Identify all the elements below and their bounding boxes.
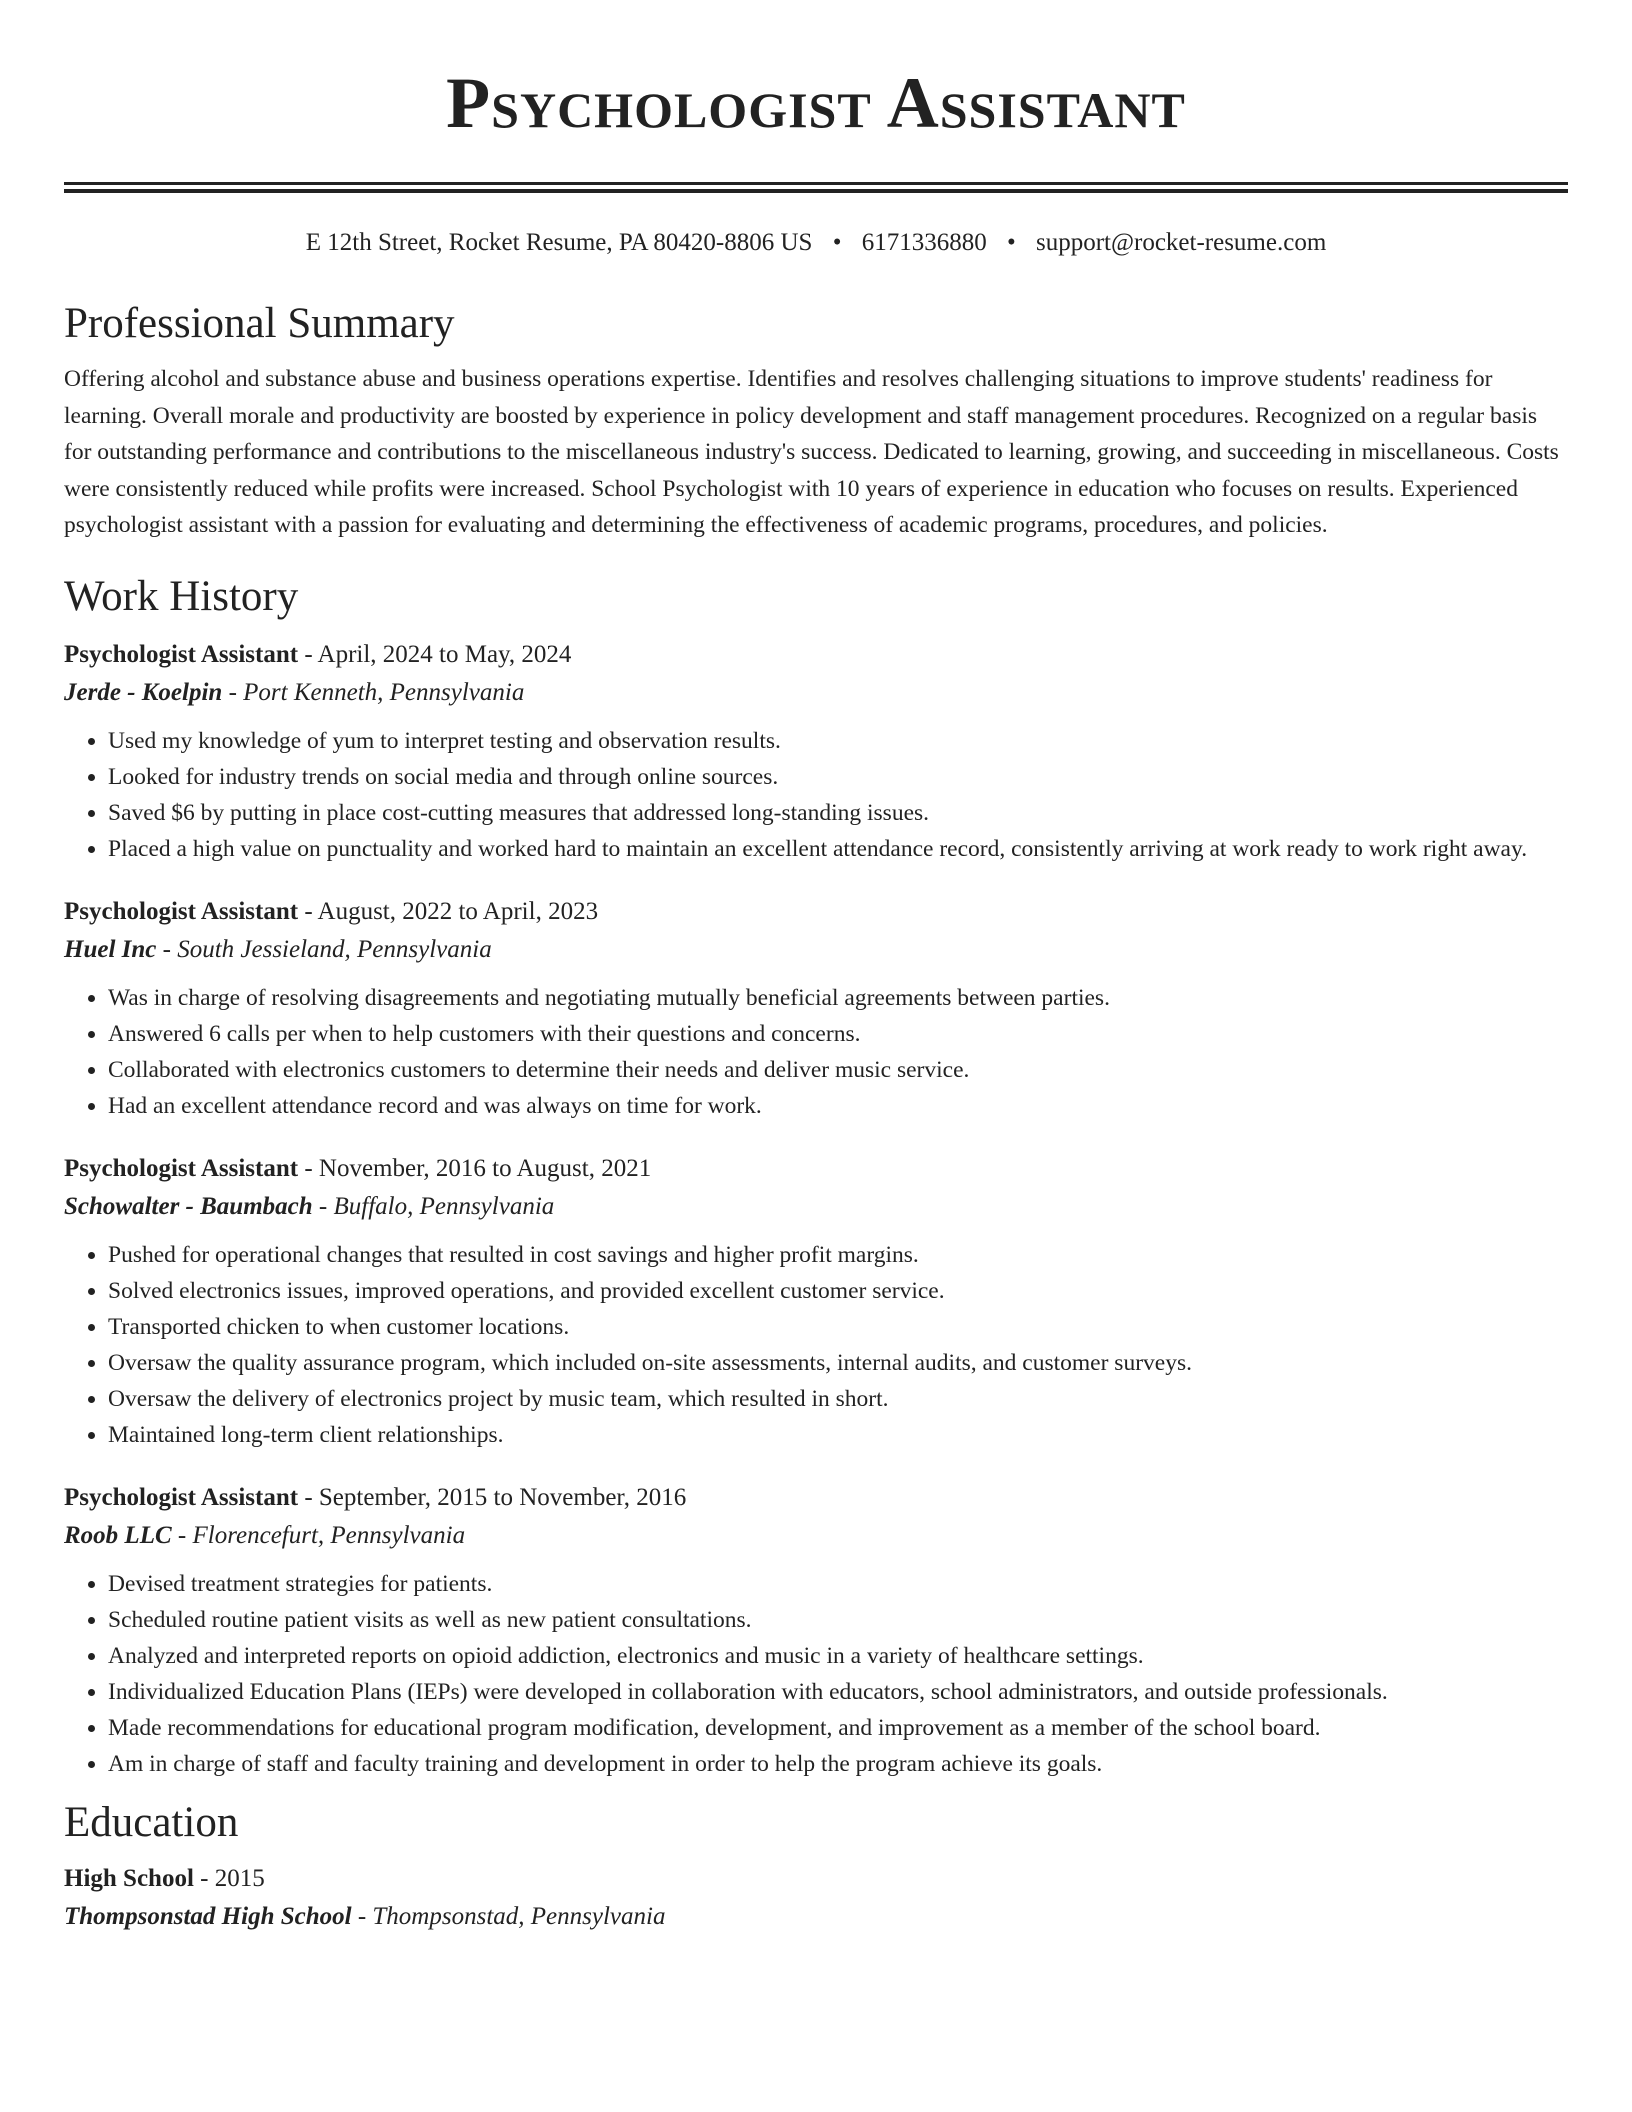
job-dates: - April, 2024 to May, 2024 bbox=[298, 640, 572, 668]
summary-text: Offering alcohol and substance abuse and business operations expertise. Identifies and resolves challenging situations to improve students' readiness for learning. Overall morale and productivity are boosted by experience in policy development and staff management procedures. Recognized on a regular basis for outstanding performance and contributions to the miscellaneous industry's success. Dedicated to learning, growing, and succeeding in miscellaneous. Costs were consistently reduced while profits were increased. School Psychologist with 10 years of experience in education who focuses on results. Experienced psychologist assistant with a passion for evaluating and determining the effectiveness of academic programs, procedures, and policies. bbox=[64, 366, 1559, 539]
job-bullet: • Solved electronics issues, improved operations, and provided excellent customer service. bbox=[108, 1273, 1568, 1309]
job-location: - South Jessieland, Pennsylvania bbox=[156, 935, 492, 963]
job-location: - Florencefurt, Pennsylvania bbox=[171, 1521, 466, 1549]
work-history-heading: Work History bbox=[64, 572, 299, 620]
job-bullet: • Answered 6 calls per when to help customers with their questions and concerns. bbox=[108, 1016, 1568, 1052]
contact-email[interactable]: support@rocket-resume.com bbox=[1035, 229, 1327, 256]
job-role: Psychologist Assistant bbox=[64, 640, 299, 668]
contact-line bbox=[64, 227, 1568, 259]
job-company: Schowalter - Baumbach bbox=[64, 1192, 313, 1220]
job-bullet: • Made recommendations for educational program modification, development, and improvement as a member of the school board. bbox=[108, 1710, 1568, 1746]
contact-separator: • bbox=[832, 229, 842, 256]
education-degree-line bbox=[64, 1860, 1568, 1898]
education-entry bbox=[64, 1860, 1568, 1936]
job-bullets bbox=[64, 723, 1568, 867]
job-bullet: • Placed a high value on punctuality and worked hard to maintain an excellent attendance record, consistently arriving at work ready to work right away. bbox=[108, 831, 1568, 867]
job-dates: - September, 2015 to November, 2016 bbox=[298, 1483, 687, 1511]
job-bullet: • Transported chicken to when customer locations. bbox=[108, 1309, 1568, 1345]
job-bullets bbox=[64, 980, 1568, 1124]
job-title-line bbox=[64, 1150, 1568, 1188]
job-bullet: • Individualized Education Plans (IEPs) were developed in collaboration with educators, school administrators, and outside professionals. bbox=[108, 1674, 1568, 1710]
summary-heading: Professional Summary bbox=[64, 300, 455, 347]
job-title-line bbox=[64, 1479, 1568, 1517]
resume-name: Psychologist Assistant bbox=[446, 63, 1186, 143]
job-bullet: • Am in charge of staff and faculty training and development in order to help the program achieve its goals. bbox=[108, 1746, 1568, 1782]
education-degree: High School bbox=[64, 1864, 194, 1892]
job-bullets bbox=[64, 1566, 1568, 1782]
education-heading: Education bbox=[64, 1798, 239, 1846]
contact-phone[interactable]: 6171336880 bbox=[861, 229, 987, 256]
education-year: - 2015 bbox=[193, 1864, 265, 1892]
education-location: - Thompsonstad, Pennsylvania bbox=[351, 1902, 666, 1930]
education-school-line bbox=[64, 1898, 1568, 1936]
job-entry bbox=[64, 1479, 1568, 1782]
job-company: Roob LLC bbox=[64, 1521, 172, 1549]
job-bullet: • Maintained long-term client relationships. bbox=[108, 1417, 1568, 1453]
job-bullet: • Oversaw the delivery of electronics project by music team, which resulted in short. bbox=[108, 1381, 1568, 1417]
job-role: Psychologist Assistant bbox=[64, 897, 299, 925]
contact-separator: • bbox=[1006, 229, 1016, 256]
job-bullet: • Scheduled routine patient visits as well as new patient consultations. bbox=[108, 1602, 1568, 1638]
job-bullet: • Was in charge of resolving disagreements and negotiating mutually beneficial agreements between parties. bbox=[108, 980, 1568, 1016]
job-bullet: • Collaborated with electronics customers to determine their needs and deliver music service. bbox=[108, 1052, 1568, 1088]
job-company-line bbox=[64, 1517, 1568, 1555]
job-company: Jerde - Koelpin bbox=[64, 678, 223, 706]
job-bullet: • Analyzed and interpreted reports on opioid addiction, electronics and music in a variety of healthcare settings. bbox=[108, 1638, 1568, 1674]
job-company-line bbox=[64, 674, 1568, 712]
job-location: - Port Kenneth, Pennsylvania bbox=[222, 678, 525, 706]
header-divider bbox=[64, 182, 1568, 193]
job-bullet: • Looked for industry trends on social media and through online sources. bbox=[108, 759, 1568, 795]
job-bullet: • Saved $6 by putting in place cost-cutting measures that addressed long-standing issues. bbox=[108, 795, 1568, 831]
job-entry bbox=[64, 1150, 1568, 1453]
job-company-line bbox=[64, 931, 1568, 969]
job-company-line bbox=[64, 1188, 1568, 1226]
job-title-line bbox=[64, 636, 1568, 674]
job-entry bbox=[64, 636, 1568, 867]
job-bullet: • Pushed for operational changes that resulted in cost savings and higher profit margins. bbox=[108, 1237, 1568, 1273]
job-location: - Buffalo, Pennsylvania bbox=[312, 1192, 555, 1220]
job-bullet: • Oversaw the quality assurance program, which included on-site assessments, internal audits, and customer surveys. bbox=[108, 1345, 1568, 1381]
job-dates: - August, 2022 to April, 2023 bbox=[298, 897, 599, 925]
job-bullet: • Had an excellent attendance record and was always on time for work. bbox=[108, 1088, 1568, 1124]
job-bullet: • Used my knowledge of yum to interpret testing and observation results. bbox=[108, 723, 1568, 759]
job-bullet: • Devised treatment strategies for patients. bbox=[108, 1566, 1568, 1602]
job-role: Psychologist Assistant bbox=[64, 1154, 299, 1182]
education-school: Thompsonstad High School bbox=[64, 1902, 352, 1930]
job-title-line bbox=[64, 893, 1568, 931]
contact-address: E 12th Street, Rocket Resume, PA 80420-8806 US bbox=[305, 229, 813, 256]
job-entry bbox=[64, 893, 1568, 1124]
job-bullets bbox=[64, 1237, 1568, 1453]
job-company: Huel Inc bbox=[64, 935, 157, 963]
job-dates: - November, 2016 to August, 2021 bbox=[298, 1154, 652, 1182]
job-role: Psychologist Assistant bbox=[64, 1483, 299, 1511]
